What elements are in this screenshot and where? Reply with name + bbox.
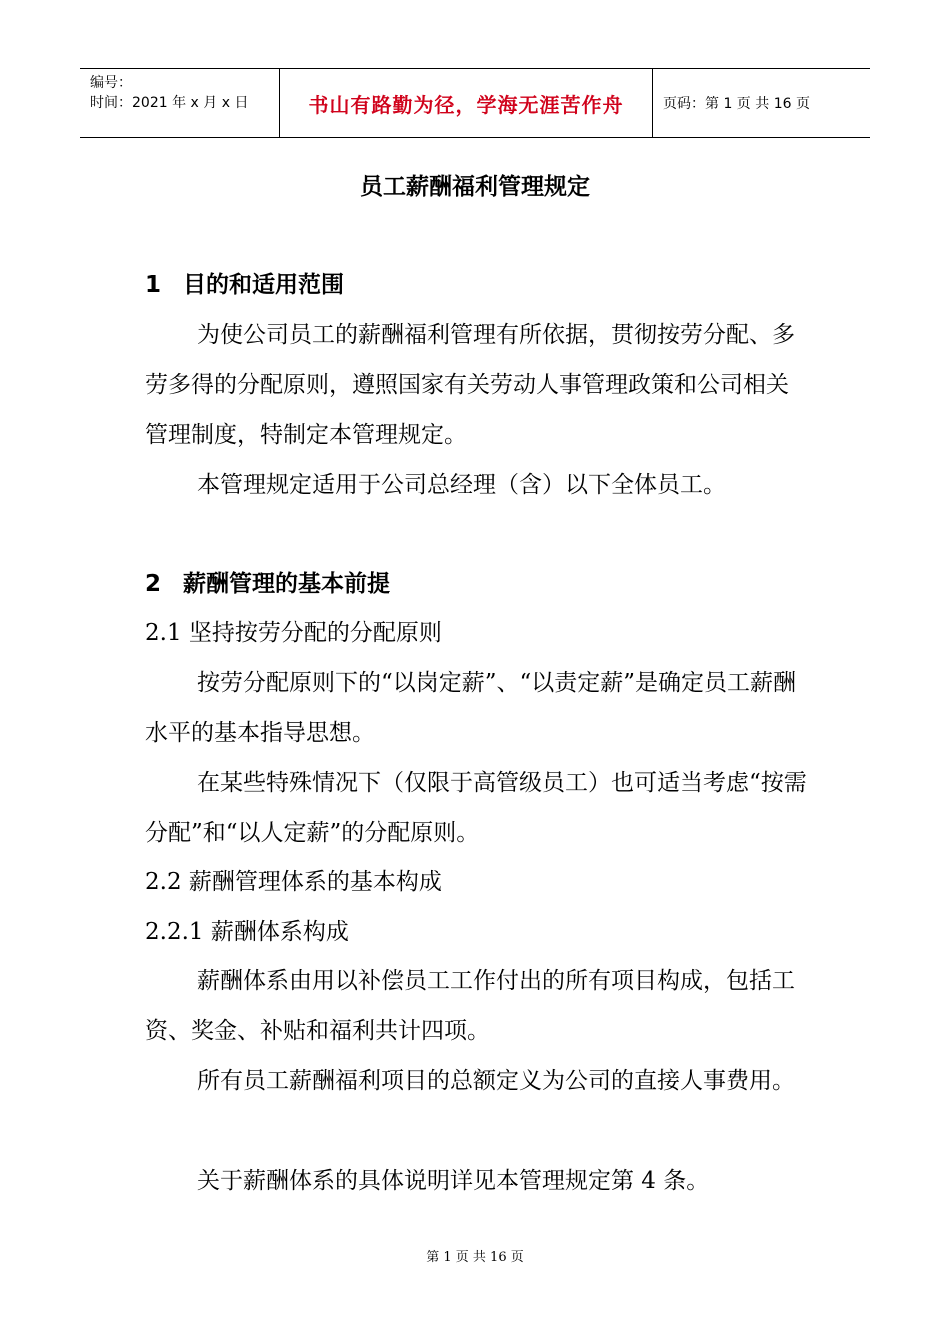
section-number: 1 — [145, 272, 162, 298]
paragraph: 关于薪酬体系的具体说明详见本管理规定第 4 条。 — [197, 1168, 710, 1194]
section-1-heading — [145, 260, 810, 310]
page-header — [80, 68, 870, 138]
paragraph: 所有员工薪酬福利项目的总额定义为公司的直接人事费用。 — [197, 1068, 795, 1094]
paragraph: 薪酬体系由用以补偿员工工作付出的所有项目构成，包括工资、奖金、补贴和福利共计四项。 — [145, 968, 795, 1044]
section-number: 2 — [145, 571, 162, 597]
subsection-heading: 2.1 坚持按劳分配的分配原则 — [145, 620, 442, 646]
header-page-code: 页码：第 1 页 共 16 页 — [663, 96, 810, 112]
subsubsection-heading: 2.2.1 薪酬体系构成 — [145, 919, 349, 945]
header-meta — [80, 69, 280, 137]
section-title: 薪酬管理的基本前提 — [183, 571, 390, 597]
doc-time-label: 时间：2021 年 x 月 x 日 — [90, 95, 249, 111]
paragraph: 在某些特殊情况下（仅限于高管级员工）也可适当考虑“按需分配”和“以人定薪”的分配原则。 — [145, 770, 807, 846]
page-footer: 第 1 页 共 16 页 — [426, 1250, 524, 1265]
section-2-heading — [145, 559, 810, 609]
paragraph: 本管理规定适用于公司总经理（含）以下全体员工。 — [197, 472, 726, 498]
paragraph: 按劳分配原则下的“以岗定薪”、“以责定薪”是确定员工薪酬水平的基本指导思想。 — [145, 670, 797, 746]
header-motto: 书山有路勤为径，学海无涯苦作舟 — [280, 69, 653, 137]
section-title: 目的和适用范围 — [183, 272, 344, 298]
document-title: 员工薪酬福利管理规定 — [360, 174, 590, 200]
paragraph: 为使公司员工的薪酬福利管理有所依据，贯彻按劳分配、多劳多得的分配原则，遵照国家有关劳动人事管理政策和公司相关管理制度，特制定本管理规定。 — [145, 322, 795, 448]
subsection-heading: 2.2 薪酬管理体系的基本构成 — [145, 869, 442, 895]
doc-number-label: 编号： — [90, 75, 132, 91]
